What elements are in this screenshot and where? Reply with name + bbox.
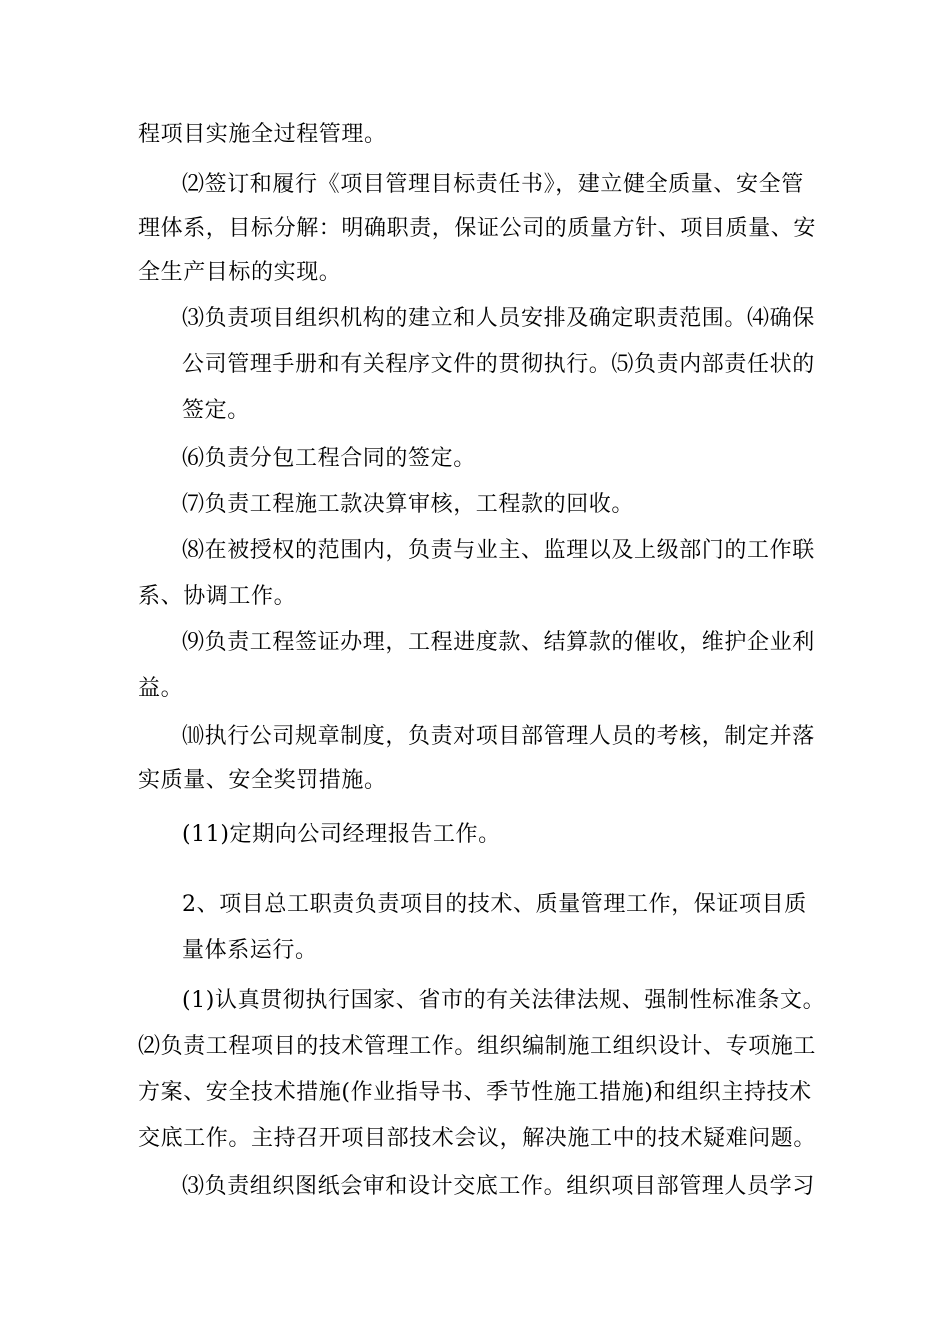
text-line: 公司管理手册和有关程序文件的贯彻执行。⑸负责内部责任状的 — [182, 352, 815, 377]
text-line: ⑶负责项目组织机构的建立和人员安排及确定职责范围。⑷确保 — [182, 306, 815, 331]
text-line: 实质量、安全奖罚措施。 — [138, 768, 387, 793]
text-line: ⑼负责工程签证办理，工程进度款、结算款的催收，维护企业利 — [182, 630, 815, 655]
text-line: 签定。 — [182, 398, 250, 423]
text-line: ⑻在被授权的范围内，负责与业主、监理以及上级部门的工作联 — [182, 538, 815, 563]
text-line: ⑵负责工程项目的技术管理工作。组织编制施工组织设计、专项施工 — [138, 1034, 817, 1059]
text-line: ⑽执行公司规章制度，负责对项目部管理人员的考核，制定并落 — [182, 724, 815, 749]
text-line: 程项目实施全过程管理。 — [138, 122, 387, 147]
text-line: 量体系运行。 — [182, 938, 318, 963]
text-line: ⑺负责工程施工款决算审核，工程款的回收。 — [182, 492, 635, 517]
text-line: 理体系，目标分解：明确职责，保证公司的质量方针、项目质量、安 — [138, 216, 817, 241]
text-line: ⑹负责分包工程合同的签定。 — [182, 446, 476, 471]
text-line: 益。 — [138, 676, 184, 701]
text-line: 全生产目标的实现。 — [138, 260, 342, 285]
text-line: ⑵签订和履行《项目管理目标责任书》，建立健全质量、安全管 — [182, 172, 804, 197]
text-line: 系、协调工作。 — [138, 584, 297, 609]
text-line: 方案、安全技术措施(作业指导书、季节性施工措施)和组织主持技术 — [138, 1080, 812, 1105]
text-line: (11)定期向公司经理报告工作。 — [182, 822, 501, 847]
text-line: (1)认真贯彻执行国家、省市的有关法律法规、强制性标准条文。 — [182, 988, 826, 1013]
text-line: 2、项目总工职责负责项目的技术、质量管理工作，保证项目质 — [182, 892, 807, 917]
text-line: 交底工作。主持召开项目部技术会议，解决施工中的技术疑难问题。 — [138, 1126, 817, 1151]
text-line: ⑶负责组织图纸会审和设计交底工作。组织项目部管理人员学习 — [182, 1174, 815, 1199]
